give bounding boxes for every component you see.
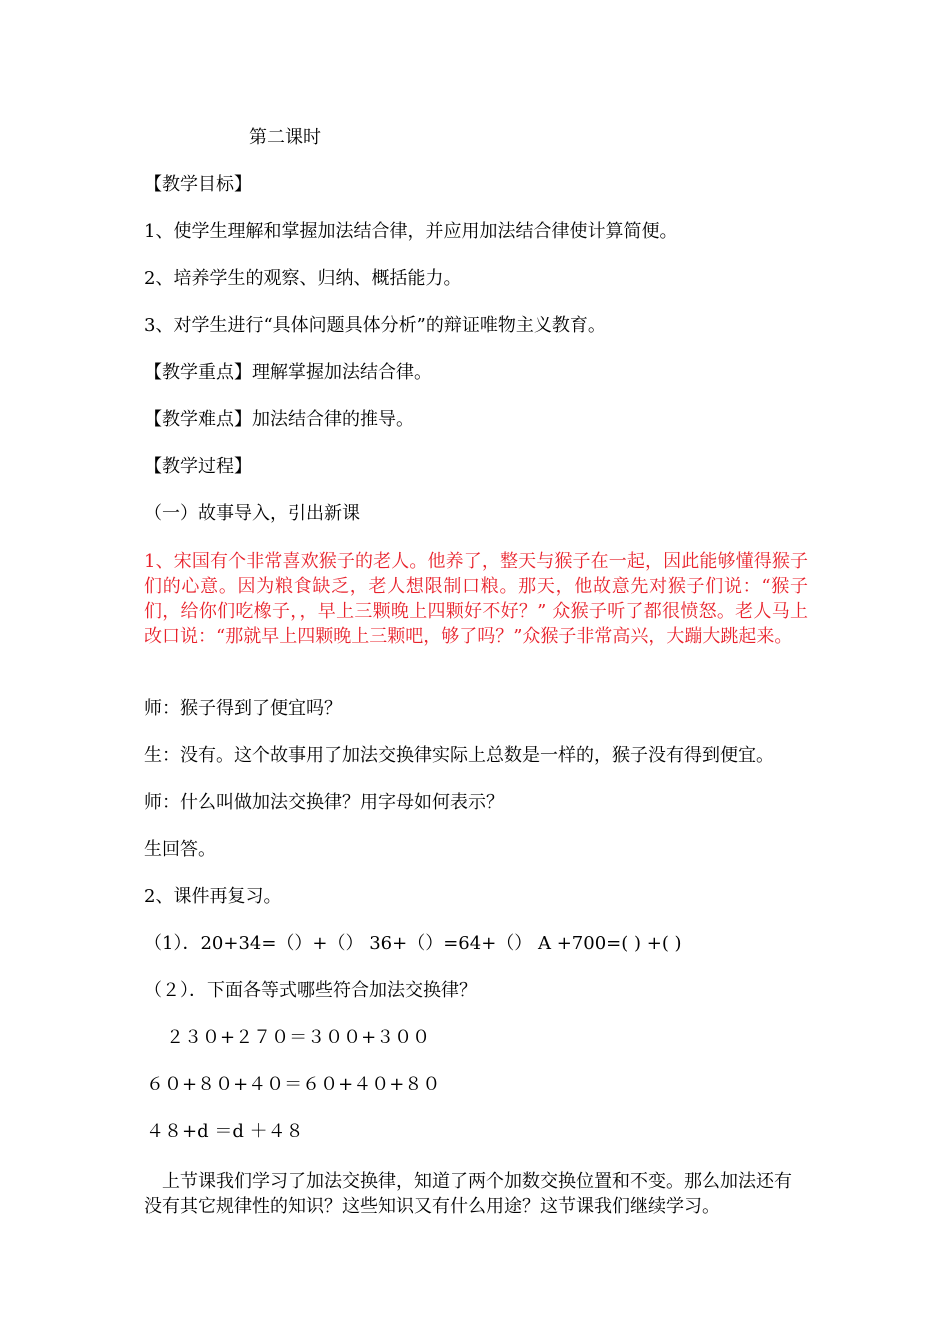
equation-line: ６０+８０+４０＝６０+４０+８０ — [146, 1074, 441, 1095]
dialogue-line: 师：猴子得到了便宜吗？ — [144, 698, 342, 719]
process-heading: 【教学过程】 — [144, 456, 252, 477]
dialogue-line: 生回答。 — [144, 839, 216, 860]
section-one-heading: （一）故事导入，引出新课 — [144, 503, 360, 524]
review-heading: 2、课件再复习。 — [144, 886, 282, 907]
key-point: 【教学重点】理解掌握加法结合律。 — [144, 362, 432, 383]
exercise-two: （２）．下面各等式哪些符合加法交换律？ — [144, 980, 477, 1001]
dialogue-line: 生：没有。这个故事用了加法交换律实际上总数是一样的，猴子没有得到便宜。 — [144, 745, 774, 766]
objective-item: 1、使学生理解和掌握加法结合律，并应用加法结合律使计算简便。 — [144, 221, 678, 242]
lesson-title: 第二课时 — [249, 127, 321, 148]
closing-paragraph: 上节课我们学习了加法交换律，知道了两个加数交换位置和不变。那么加法还有没有其它规律性的知识？这些知识又有什么用途？这节课我们继续学习。 — [144, 1171, 792, 1217]
dialogue-line: 师：什么叫做加法交换律？用字母如何表示？ — [144, 792, 504, 813]
equation-line: ２３０+２７０＝３００+３００ — [166, 1027, 431, 1048]
objectives-heading: 【教学目标】 — [144, 174, 252, 195]
exercise-one: （1）．20+34=（）+（） 36+（）=64+（） A +700=( ) +( ) — [144, 933, 682, 954]
equation-line: ４８+d ＝d ＋４８ — [146, 1121, 304, 1142]
objective-item: 3、对学生进行“具体问题具体分析”的辩证唯物主义教育。 — [144, 315, 606, 336]
difficulty-point: 【教学难点】加法结合律的推导。 — [144, 409, 414, 430]
objective-item: 2、培养学生的观察、归纳、概括能力。 — [144, 268, 462, 289]
story-paragraph: 1、宋国有个非常喜欢猴子的老人。他养了，整天与猴子在一起，因此能够懂得猴子们的心意。因为粮食缺乏，老人想限制口粮。那天，他故意先对猴子们说：“猴子们，给你们吃橡子，，早上三颗晚上四颗好不好？” 众猴子听了都很愤怒。老人马上改口说：“那就早上四颗晚上三颗吧，够了吗？”众猴子非常高兴，大蹦大跳起来。 — [144, 551, 808, 647]
